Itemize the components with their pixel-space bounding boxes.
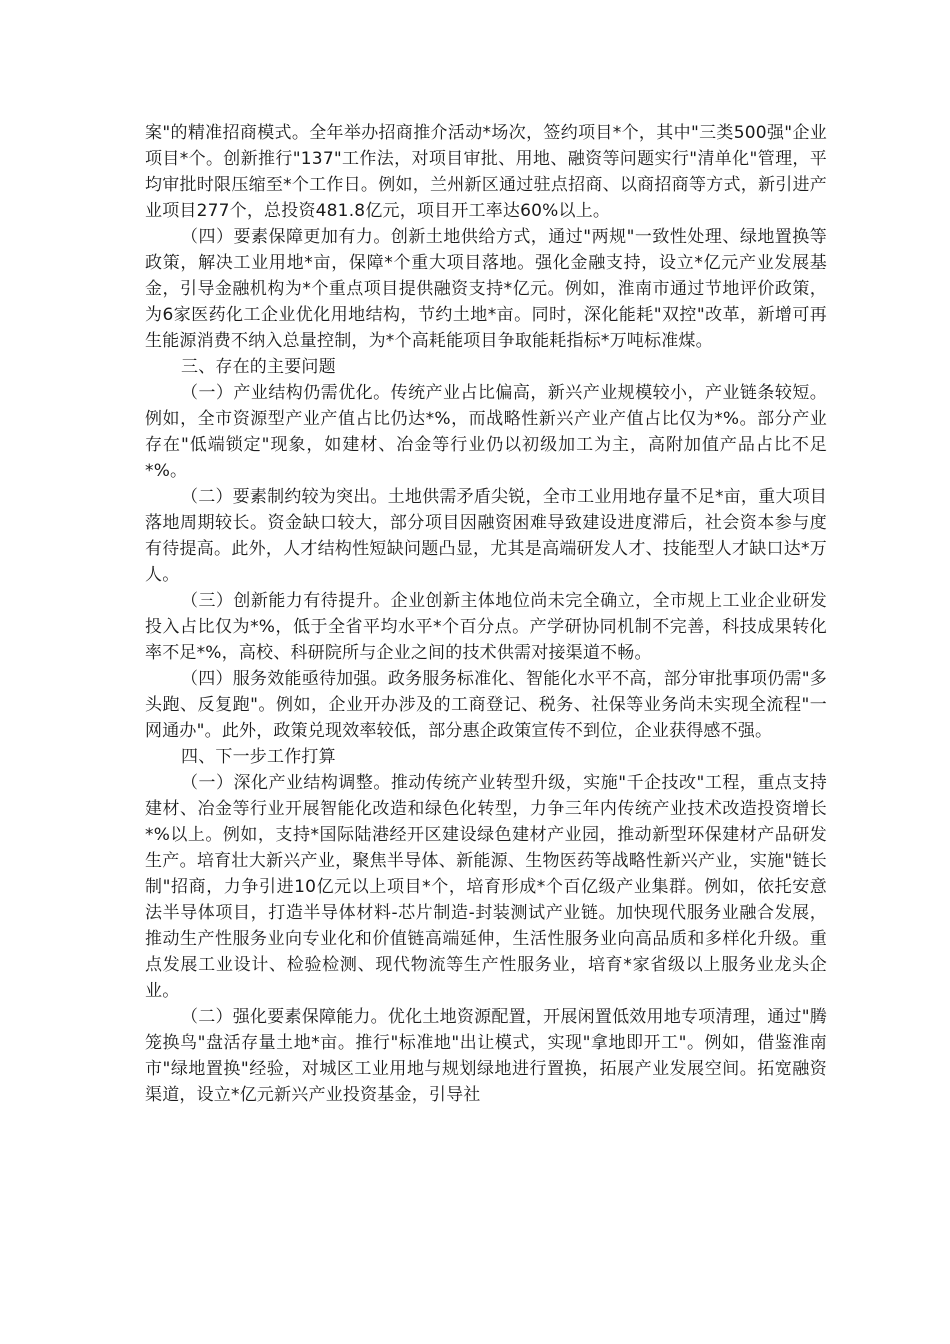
paragraph-service-efficiency: （四）服务效能亟待加强。政务服务标准化、智能化水平不高，部分审批事项仍需"多头跑、反复跑"。例如，企业开办涉及的工商登记、税务、社保等业务尚未实现全流程"一网通办"。此外，政策兑现效率较低，部分惠企政策宣传不到位，企业获得感不强。 [145, 669, 827, 741]
paragraph-strengthen-guarantee: （二）强化要素保障能力。优化土地资源配置，开展闲置低效用地专项清理，通过"腾笼换鸟"盘活存量土地*亩。推行"标准地"出让模式，实现"拿地即开工"。例如，借鉴淮南市"绿地置换"经验，对城区工业用地与规划绿地进行置换，拓展产业发展空间。拓宽融资渠道，设立*亿元新兴产业投资基金，引导社 [145, 1007, 827, 1105]
section-heading-problems: 三、存在的主要问题 [181, 357, 336, 377]
paragraph-innovation: （三）创新能力有待提升。企业创新主体地位尚未完全确立，全市规上工业企业研发投入占比仅为*%，低于全省平均水平*个百分点。产学研协同机制不完善，科技成果转化率不足*%，高校、科研院所与企业之间的技术供需对接渠道不畅。 [145, 591, 827, 663]
paragraph-industry-structure: （一）产业结构仍需优化。传统产业占比偏高，新兴产业规模较小，产业链条较短。例如，全市资源型产业产值占比仍达*%，而战略性新兴产业产值占比仅为*%。部分产业存在"低端锁定"现象，如建材、冶金等行业仍以初级加工为主，高附加值产品占比不足*%。 [145, 383, 827, 481]
paragraph-deepen-structure: （一）深化产业结构调整。推动传统产业转型升级，实施"千企技改"工程，重点支持建材、冶金等行业开展智能化改造和绿色化转型，力争三年内传统产业技术改造投资增长*%以上。例如，支持*国际陆港经开区建设绿色建材产业园，推动新型环保建材产品研发生产。培育壮大新兴产业，聚焦半导体、新能源、生物医药等战略性新兴产业，实施"链长制"招商，力争引进10亿元以上项目*个，培育形成*个百亿级产业集群。例如，依托安意法半导体项目，打造半导体材料-芯片制造-封装测试产业链。加快现代服务业融合发展，推动生产性服务业向专业化和价值链高端延伸，生活性服务业向高品质和多样化升级。重点发展工业设计、检验检测、现代物流等生产性服务业，培育*家省级以上服务业龙头企业。 [145, 773, 827, 1001]
paragraph-continuation: 案"的精准招商模式。全年举办招商推介活动*场次，签约项目*个，其中"三类500强"企业项目*个。创新推行"137"工作法，对项目审批、用地、融资等问题实行"清单化"管理，平均审批时限压缩至*个工作日。例如，兰州新区通过驻点招商、以商招商等方式，新引进产业项目277个，总投资481.8亿元，项目开工率达60%以上。 [145, 123, 827, 221]
paragraph-element-constraints: （二）要素制约较为突出。土地供需矛盾尖锐，全市工业用地存量不足*亩，重大项目落地周期较长。资金缺口较大，部分项目因融资困难导致建设进度滞后，社会资本参与度有待提高。此外，人才结构性短缺问题凸显，尤其是高端研发人才、技能型人才缺口达*万人。 [145, 487, 827, 585]
document-body [145, 120, 827, 1108]
paragraph-element-guarantee: （四）要素保障更加有力。创新土地供给方式，通过"两规"一致性处理、绿地置换等政策，解决工业用地*亩，保障*个重大项目落地。强化金融支持，设立*亿元产业发展基金，引导金融机构为*个重点项目提供融资支持*亿元。例如，淮南市通过节地评价政策，为6家医药化工企业优化用地结构，节约土地*亩。同时，深化能耗"双控"改革，新增可再生能源消费不纳入总量控制，为*个高耗能项目争取能耗指标*万吨标准煤。 [145, 227, 827, 351]
section-heading-next-steps: 四、下一步工作打算 [181, 747, 336, 767]
